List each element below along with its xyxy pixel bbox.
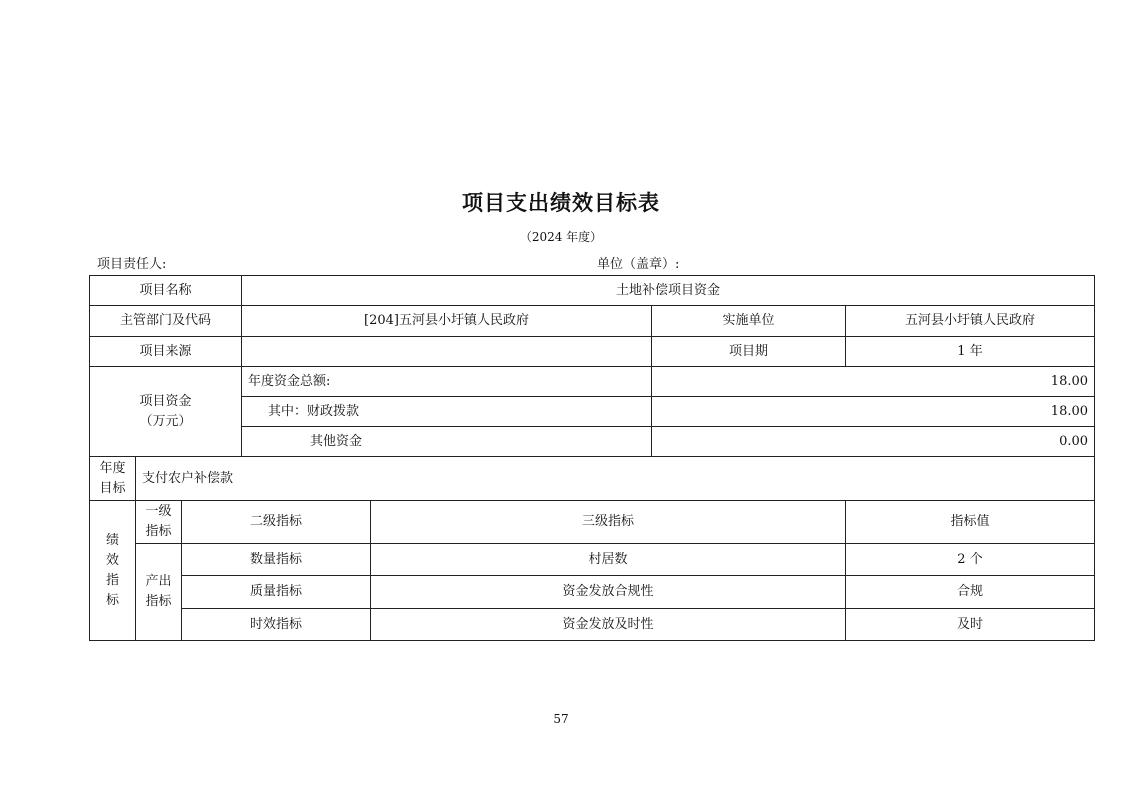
annual-goal-label-line1: 年度 xyxy=(99,460,126,476)
row-project-name xyxy=(90,276,1095,306)
impl-unit-label: 实施单位 xyxy=(652,306,846,337)
table-row xyxy=(90,609,1095,641)
level3-header: 三级指标 xyxy=(371,501,846,544)
level2-cell: 时效指标 xyxy=(182,609,371,641)
document-year: （2024 年度） xyxy=(519,230,603,244)
page-number: 57 xyxy=(553,712,569,726)
table-row xyxy=(90,544,1095,576)
level1-header-line2: 指标 xyxy=(145,524,172,539)
other-funds-value: 0.00 xyxy=(652,427,1095,457)
perf-char: 标 xyxy=(105,592,119,608)
annual-goal-label-line2: 目标 xyxy=(99,480,126,496)
period-value: 1 年 xyxy=(846,337,1095,367)
document-title: 项目支出绩效目标表 xyxy=(462,191,660,215)
perf-char: 效 xyxy=(105,552,119,568)
fiscal-value: 18.00 xyxy=(652,397,1095,427)
annual-total-label: 年度资金总额: xyxy=(242,367,652,397)
source-label: 项目来源 xyxy=(90,337,242,367)
fiscal-label: 其中：财政拨款 xyxy=(242,397,652,427)
output-label-line2: 指标 xyxy=(145,594,172,609)
impl-unit-value: 五河县小圩镇人民政府 xyxy=(846,306,1095,337)
performance-indicator-label xyxy=(90,501,136,641)
row-annual-goal xyxy=(90,457,1095,501)
other-funds-label: 其他资金 xyxy=(242,427,652,457)
annual-total-value: 18.00 xyxy=(652,367,1095,397)
level1-header-line1: 一级 xyxy=(145,504,172,519)
perf-char: 指 xyxy=(105,572,119,588)
row-indicator-header xyxy=(90,501,1095,544)
indicator-value-cell: 及时 xyxy=(846,609,1095,641)
performance-target-table xyxy=(89,275,1095,641)
level2-header: 二级指标 xyxy=(182,501,371,544)
row-source xyxy=(90,337,1095,367)
level1-header xyxy=(136,501,182,544)
responsible-person-label: 项目责任人: xyxy=(97,257,167,272)
output-label-line1: 产出 xyxy=(145,574,172,589)
level2-cell: 质量指标 xyxy=(182,576,371,609)
perf-char: 绩 xyxy=(105,532,119,548)
project-name-value: 土地补偿项目资金 xyxy=(242,276,1095,306)
project-name-label: 项目名称 xyxy=(90,276,242,306)
level3-cell: 村居数 xyxy=(371,544,846,576)
unit-seal-label: 单位（盖章）: xyxy=(597,257,680,272)
annual-goal-label xyxy=(90,457,136,501)
row-annual-total xyxy=(90,367,1095,397)
funds-label xyxy=(90,367,242,457)
indicator-value-cell: 2 个 xyxy=(846,544,1095,576)
level2-cell: 数量指标 xyxy=(182,544,371,576)
funds-label-line2: （万元） xyxy=(139,413,192,429)
level3-cell: 资金发放及时性 xyxy=(371,609,846,641)
dept-label: 主管部门及代码 xyxy=(90,306,242,337)
dept-value: [204]五河县小圩镇人民政府 xyxy=(242,306,652,337)
output-indicator-label xyxy=(136,544,182,641)
source-value xyxy=(242,337,652,367)
table-row xyxy=(90,576,1095,609)
period-label: 项目期 xyxy=(652,337,846,367)
funds-label-line1: 项目资金 xyxy=(139,393,192,409)
annual-goal-value: 支付农户补偿款 xyxy=(136,457,1095,501)
indicator-value-cell: 合规 xyxy=(846,576,1095,609)
level3-cell: 资金发放合规性 xyxy=(371,576,846,609)
row-department xyxy=(90,306,1095,337)
indicator-value-header: 指标值 xyxy=(846,501,1095,544)
